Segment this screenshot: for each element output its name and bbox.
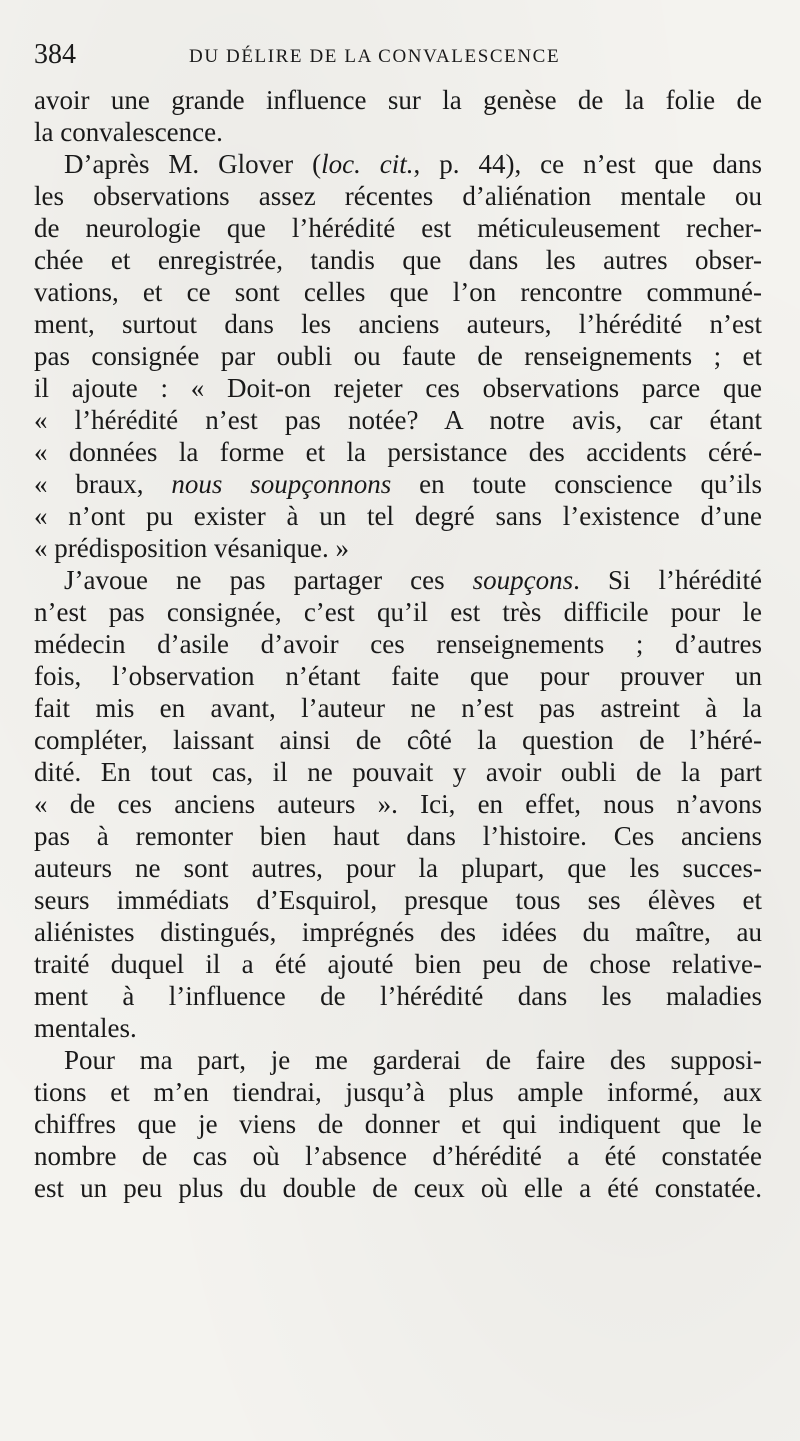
text-line: auteurs ne sont autres, pour la plupart, que les succes-: [34, 853, 762, 883]
text-line: chée et enregistrée, tandis que dans les autres obser-: [34, 245, 762, 275]
text-line: « de ces anciens auteurs ». Ici, en effet, nous n’avons: [34, 789, 762, 819]
text-line: ment à l’influence de l’hérédité dans les maladies: [34, 981, 762, 1011]
page-header: [34, 38, 764, 74]
text-line: nombre de cas où l’absence d’hérédité a été constatée: [34, 1141, 762, 1171]
text-line: compléter, laissant ainsi de côté la question de l’héré-: [34, 725, 762, 755]
text-line: « l’hérédité n’est pas notée? A notre avis, car étant: [34, 405, 762, 435]
text-line: tions et m’en tiendrai, jusqu’à plus ample informé, aux: [34, 1077, 762, 1107]
text-line: Pour ma part, je me garderai de faire des supposi-: [64, 1045, 762, 1075]
text-line: fait mis en avant, l’auteur ne n’est pas astreint à la: [34, 693, 762, 723]
text-line: « données la forme et la persistance des accidents céré-: [34, 437, 762, 467]
running-head: DU DÉLIRE DE LA CONVALESCENCE: [189, 46, 561, 67]
text-line: D’après M. Glover (loc. cit., p. 44), ce n’est que dans: [64, 149, 762, 179]
text-line: chiffres que je viens de donner et qui indiquent que le: [34, 1109, 762, 1139]
text-line: médecin d’asile d’avoir ces renseignements ; d’autres: [34, 629, 762, 659]
text-line: n’est pas consignée, c’est qu’il est très difficile pour le: [34, 597, 762, 627]
body-text: [34, 84, 762, 1204]
text-line: « braux, nous soupçonnons en toute conscience qu’ils: [34, 469, 762, 499]
text-line: ment, surtout dans les anciens auteurs, l’hérédité n’est: [34, 309, 762, 339]
text-line: J’avoue ne pas partager ces soupçons. Si l’hérédité: [64, 565, 762, 595]
text-line: de neurologie que l’hérédité est méticuleusement recher-: [34, 213, 762, 243]
text-line: pas à remonter bien haut dans l’histoire. Ces anciens: [34, 821, 762, 851]
text-line: pas consignée par oubli ou faute de renseignements ; et: [34, 341, 762, 371]
text-line: fois, l’observation n’étant faite que pour prouver un: [34, 661, 762, 691]
text-line: est un peu plus du double de ceux où elle a été constatée.: [34, 1173, 762, 1203]
text-line: il ajoute : « Doit-on rejeter ces observations parce que: [34, 373, 762, 403]
text-line: vations, et ce sont celles que l’on rencontre communé-: [34, 277, 762, 307]
text-line: traité duquel il a été ajouté bien peu de chose relative-: [34, 949, 762, 979]
text-line: avoir une grande influence sur la genèse de la folie de: [34, 85, 762, 115]
text-line: la convalescence.: [34, 117, 223, 147]
text-line: les observations assez récentes d’aliénation mentale ou: [34, 181, 762, 211]
text-line: mentales.: [34, 1013, 137, 1043]
text-line: seurs immédiats d’Esquirol, presque tous ses élèves et: [34, 885, 762, 915]
text-line: aliénistes distingués, imprégnés des idées du maître, au: [34, 917, 762, 947]
text-line: « prédisposition vésanique. »: [34, 533, 349, 563]
text-line: « n’ont pu exister à un tel degré sans l’existence d’une: [34, 501, 762, 531]
page-number: 384: [34, 39, 76, 70]
text-line: dité. En tout cas, il ne pouvait y avoir oubli de la part: [34, 757, 762, 787]
